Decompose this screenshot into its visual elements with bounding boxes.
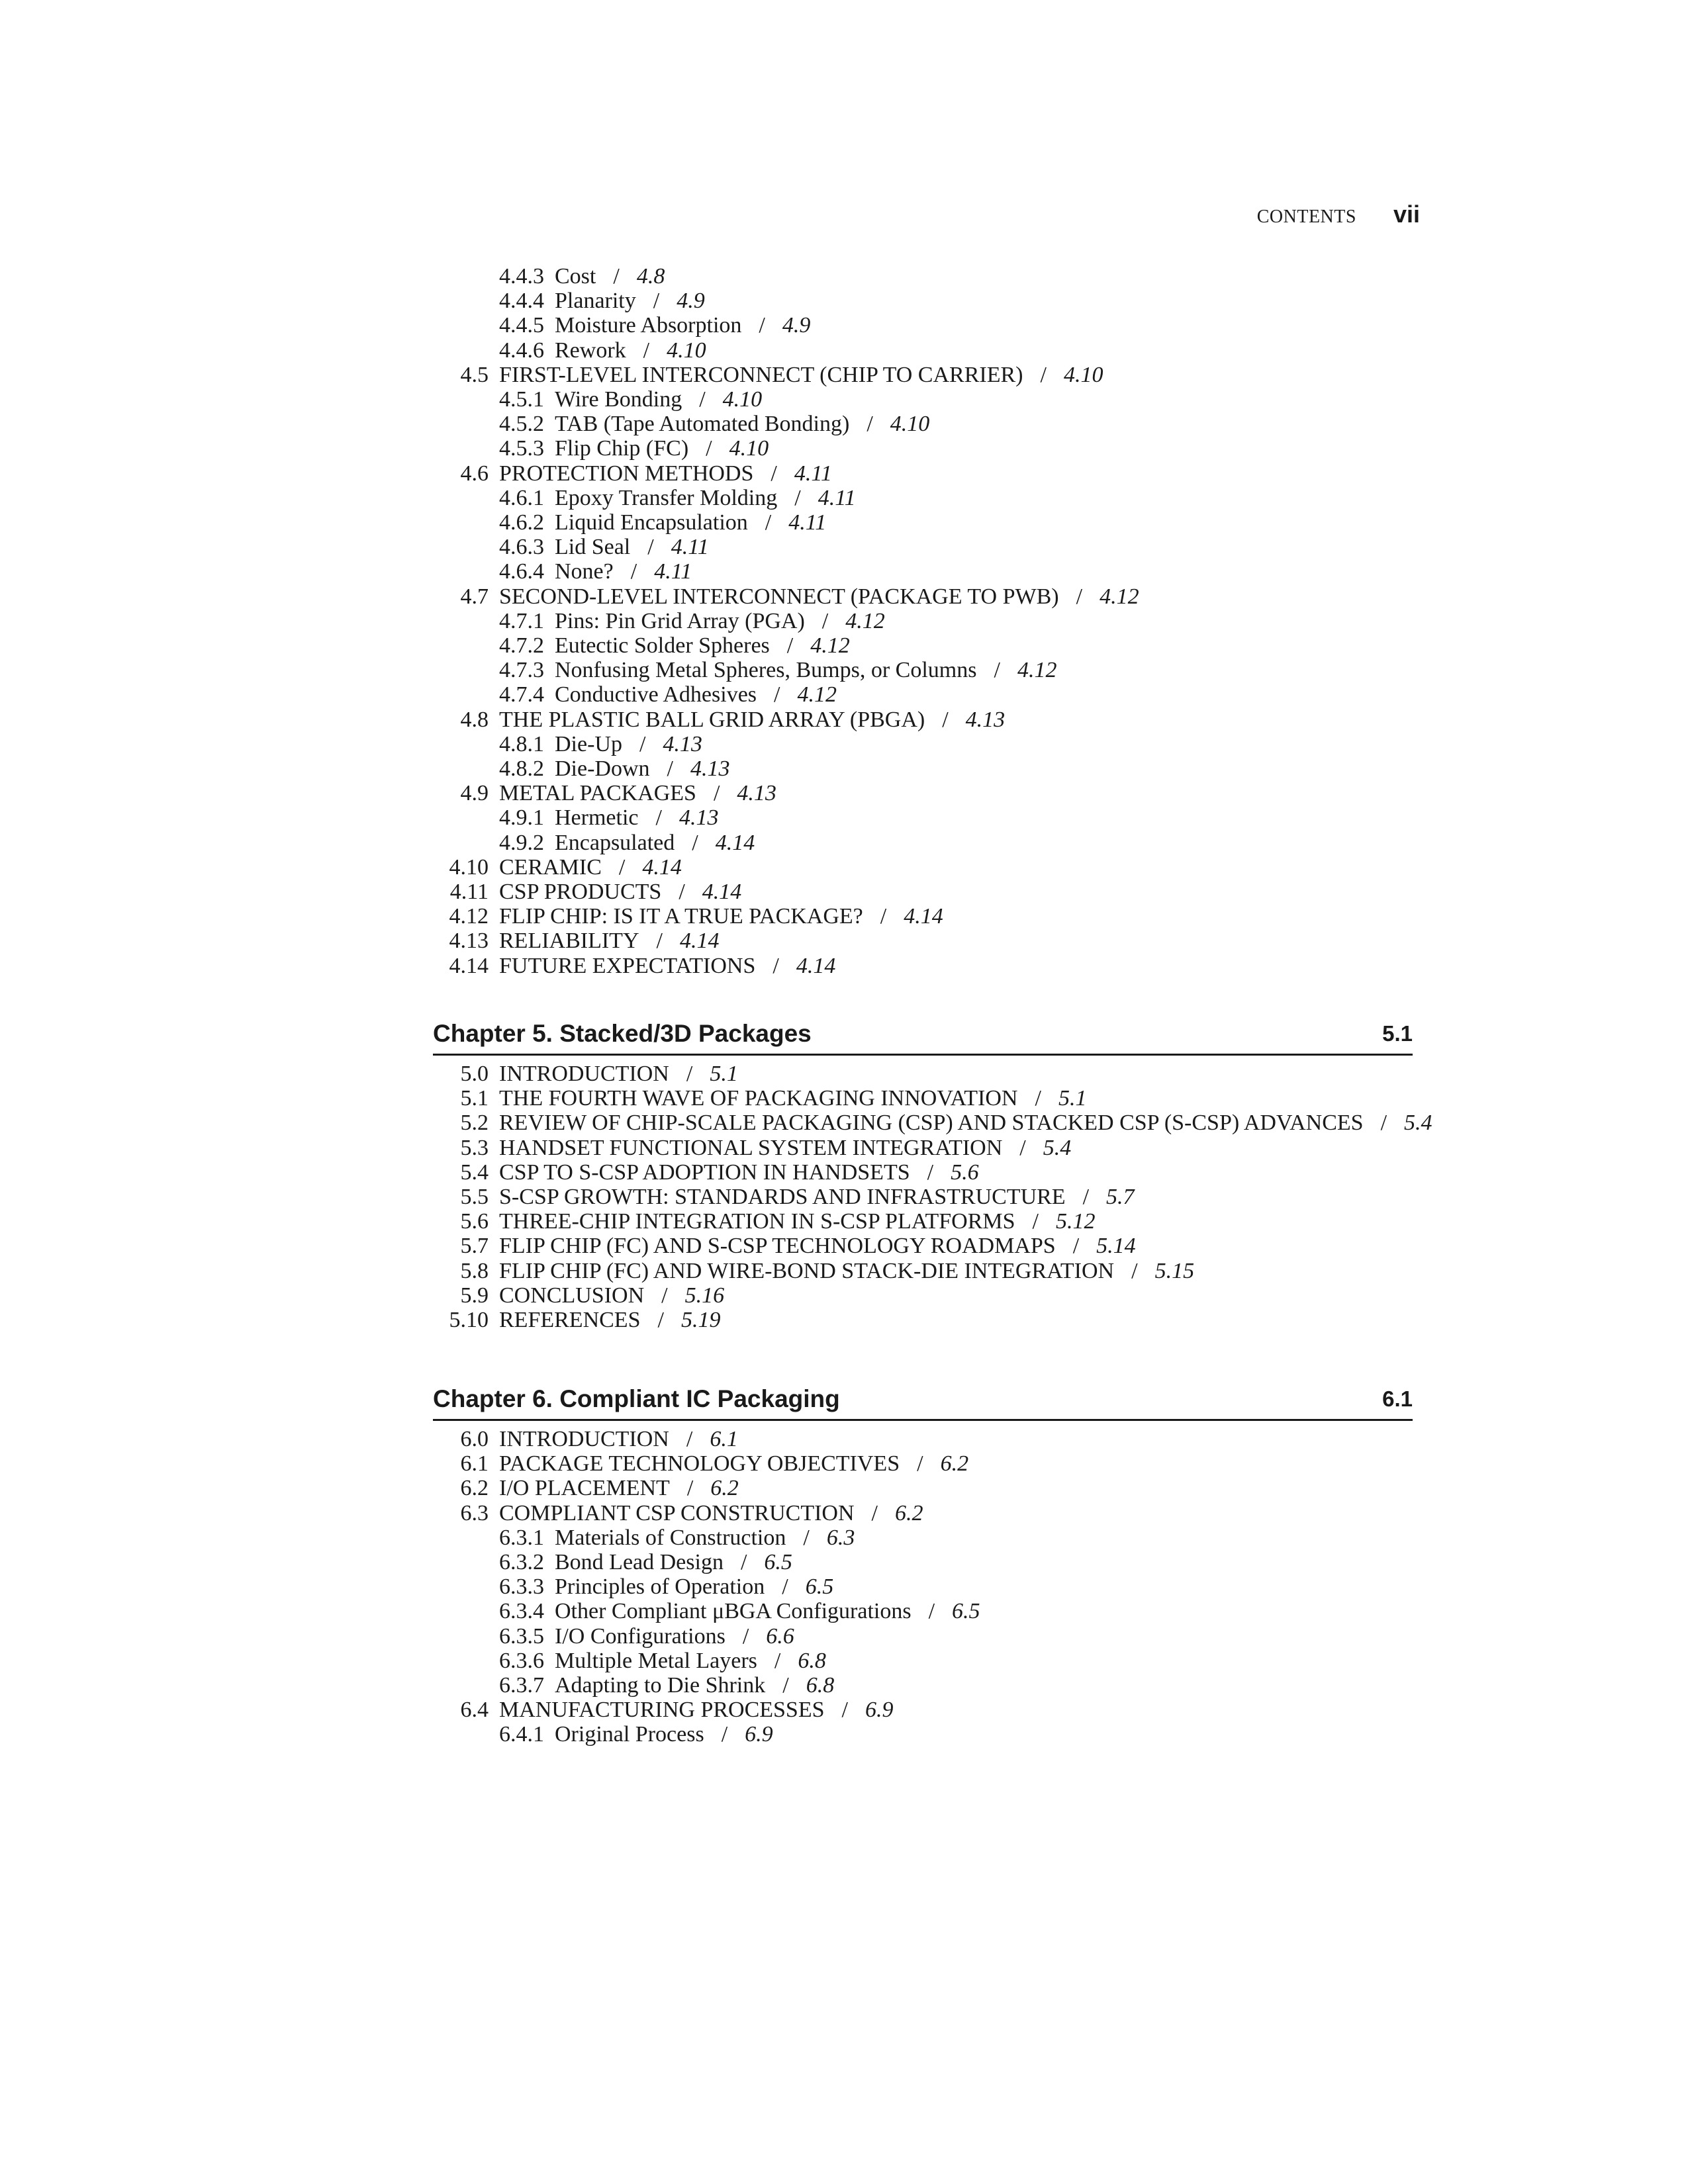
toc-separator: / — [927, 1160, 934, 1185]
toc-entry[interactable] — [424, 461, 832, 487]
toc-entry[interactable] — [424, 953, 835, 979]
toc-entry-title: PROTECTION METHODS — [499, 461, 754, 486]
toc-separator: / — [647, 535, 654, 559]
toc-entry-page: 5.15 — [1154, 1259, 1195, 1283]
toc-entry[interactable] — [424, 1475, 739, 1502]
toc-entry-title: Principles of Operation — [555, 1574, 765, 1599]
toc-separator: / — [867, 412, 873, 436]
toc-separator: / — [1076, 584, 1083, 609]
toc-entry-title: Die-Down — [555, 756, 650, 781]
toc-entry[interactable] — [424, 1258, 1194, 1285]
toc-separator: / — [656, 929, 663, 953]
toc-entry-number: 4.6.4 — [499, 559, 544, 584]
toc-entry-title: CONCLUSION — [499, 1283, 645, 1308]
toc-separator: / — [803, 1525, 810, 1550]
toc-entry-number: 6.0 — [460, 1427, 489, 1451]
toc-entry-title: FIRST-LEVEL INTERCONNECT (CHIP TO CARRIER) — [499, 363, 1023, 387]
toc-entry-page: 4.13 — [679, 805, 719, 830]
toc-entry[interactable] — [424, 1208, 1096, 1235]
toc-entry-page: 4.10 — [1063, 363, 1103, 387]
toc-entry-page: 6.1 — [710, 1427, 738, 1451]
toc-entry[interactable] — [490, 805, 718, 831]
toc-entry-number: 5.2 — [460, 1111, 489, 1135]
toc-entry-number: 6.3.3 — [499, 1574, 544, 1599]
toc-entry[interactable] — [490, 387, 762, 413]
running-header — [1251, 201, 1420, 234]
toc-entry-page: 4.12 — [845, 609, 885, 633]
toc-entry-page: 6.2 — [710, 1476, 739, 1500]
toc-entry-number: 5.8 — [460, 1259, 489, 1283]
toc-entry-number: 4.4.3 — [499, 264, 544, 289]
toc-entry[interactable] — [424, 1500, 923, 1527]
toc-entry[interactable] — [424, 879, 741, 905]
chapter-heading[interactable] — [433, 1019, 1413, 1056]
toc-entry-number: 4.9.1 — [499, 805, 544, 830]
toc-entry-number: 5.5 — [460, 1185, 489, 1209]
toc-entry-page: 6.5 — [764, 1550, 792, 1574]
toc-entry-title: THE PLASTIC BALL GRID ARRAY (PBGA) — [499, 707, 925, 732]
toc-entry-page: 4.10 — [890, 412, 930, 436]
toc-separator: / — [765, 510, 772, 535]
toc-entry-page: 5.16 — [684, 1283, 725, 1308]
toc-entry-number: 4.7.4 — [499, 682, 544, 707]
toc-entry-number: 4.7.2 — [499, 633, 544, 658]
toc-entry-page: 4.14 — [642, 855, 682, 880]
toc-entry-page: 5.1 — [1058, 1086, 1087, 1111]
toc-entry-number: 6.3.5 — [499, 1624, 544, 1649]
toc-entry[interactable] — [490, 633, 850, 659]
toc-entry[interactable] — [424, 1160, 979, 1186]
toc-entry[interactable] — [424, 1085, 1086, 1112]
toc-separator: / — [653, 289, 660, 313]
toc-separator: / — [1131, 1259, 1138, 1283]
toc-entry-page: 6.9 — [865, 1698, 894, 1722]
chapter-page-number: 5.1 — [1382, 1021, 1413, 1046]
toc-separator: / — [759, 313, 765, 338]
toc-entry-page: 6.6 — [766, 1624, 794, 1649]
toc-entry-page: 4.11 — [788, 510, 827, 535]
toc-entry-title: Materials of Construction — [555, 1525, 786, 1550]
toc-separator: / — [1019, 1136, 1026, 1160]
toc-entry-page: 4.12 — [810, 633, 850, 658]
toc-entry-page: 5.12 — [1056, 1209, 1096, 1234]
toc-entry-title: Liquid Encapsulation — [555, 510, 748, 535]
page-number: vii — [1393, 201, 1420, 228]
toc-entry-number: 4.14 — [449, 954, 489, 978]
toc-entry-title: THE FOURTH WAVE OF PACKAGING INNOVATION — [499, 1086, 1018, 1111]
toc-entry-page: 6.5 — [805, 1574, 834, 1599]
running-header-label: CONTENTS — [1256, 206, 1356, 227]
toc-entry[interactable] — [424, 928, 719, 954]
toc-entry-title: REFERENCES — [499, 1308, 641, 1332]
toc-entry[interactable] — [490, 288, 705, 314]
toc-entry-number: 4.11 — [449, 880, 489, 904]
toc-separator: / — [630, 559, 637, 584]
toc-entry-title: CSP TO S-CSP ADOPTION IN HANDSETS — [499, 1160, 910, 1185]
toc-entry-title: SECOND-LEVEL INTERCONNECT (PACKAGE TO PWB) — [499, 584, 1059, 609]
toc-separator: / — [661, 1283, 668, 1308]
toc-entry[interactable] — [424, 1283, 724, 1309]
toc-entry-title: Epoxy Transfer Molding — [555, 486, 778, 510]
toc-separator: / — [928, 1599, 935, 1623]
toc-entry-number: 6.3.1 — [499, 1525, 544, 1550]
toc-entry-page: 4.13 — [663, 732, 702, 756]
toc-entry-title: INTRODUCTION — [499, 1427, 669, 1451]
toc-separator: / — [667, 756, 673, 781]
toc-entry-page: 4.14 — [715, 831, 755, 855]
toc-separator: / — [686, 1062, 693, 1086]
toc-entry-number: 5.0 — [460, 1062, 489, 1086]
toc-entry[interactable] — [424, 1233, 1136, 1259]
toc-entry-title: HANDSET FUNCTIONAL SYSTEM INTEGRATION — [499, 1136, 1003, 1160]
toc-entry-page: 4.10 — [729, 436, 769, 461]
toc-entry[interactable] — [490, 411, 929, 437]
toc-entry-title: I/O PLACEMENT — [499, 1476, 670, 1500]
toc-entry[interactable] — [490, 756, 729, 782]
toc-entry-number: 4.4.4 — [499, 289, 544, 313]
toc-entry-number: 4.4.6 — [499, 338, 544, 363]
toc-entry[interactable] — [490, 1648, 826, 1674]
toc-entry-number: 6.1 — [460, 1451, 489, 1476]
toc-entry[interactable] — [490, 1574, 833, 1600]
toc-entry[interactable] — [490, 510, 826, 536]
toc-entry-title: PACKAGE TECHNOLOGY OBJECTIVES — [499, 1451, 900, 1476]
toc-separator: / — [917, 1451, 923, 1476]
toc-entry[interactable] — [490, 1721, 773, 1748]
toc-separator: / — [782, 1673, 789, 1698]
toc-entry[interactable] — [490, 534, 709, 561]
toc-entry-title: Conductive Adhesives — [555, 682, 757, 707]
toc-entry-number: 5.3 — [460, 1136, 489, 1160]
toc-entry-page: 6.3 — [826, 1525, 855, 1550]
toc-entry-page: 4.12 — [1017, 658, 1057, 682]
toc-entry-page: 6.2 — [940, 1451, 969, 1476]
toc-entry-number: 4.7.3 — [499, 658, 544, 682]
toc-entry-page: 4.11 — [654, 559, 692, 584]
toc-separator: / — [1040, 363, 1047, 387]
toc-entry-title: None? — [555, 559, 614, 584]
toc-separator: / — [1072, 1234, 1080, 1258]
toc-entry[interactable] — [490, 608, 885, 635]
chapter-title: Chapter 6. Compliant IC Packaging — [433, 1385, 840, 1412]
chapter-page-number: 6.1 — [1382, 1387, 1413, 1411]
toc-entry-number: 6.3.6 — [499, 1649, 544, 1673]
toc-entry[interactable] — [490, 435, 769, 462]
toc-entry-title: FLIP CHIP (FC) AND S-CSP TECHNOLOGY ROADMAPS — [499, 1234, 1056, 1258]
toc-entry-title: Adapting to Die Shrink — [555, 1673, 766, 1698]
toc-entry-page: 4.9 — [782, 313, 811, 338]
toc-entry-page: 6.5 — [952, 1599, 980, 1623]
toc-entry-page: 4.11 — [818, 486, 856, 510]
toc-entry-title: FLIP CHIP: IS IT A TRUE PACKAGE? — [499, 904, 863, 929]
toc-entry-number: 4.9.2 — [499, 831, 544, 855]
toc-entry-page: 5.19 — [680, 1308, 721, 1332]
toc-entry[interactable] — [424, 1307, 720, 1334]
toc-entry-page: 5.14 — [1096, 1234, 1136, 1258]
toc-entry-number: 4.6.1 — [499, 486, 544, 510]
toc-entry-title: Other Compliant μBGA Configurations — [555, 1599, 912, 1623]
toc-entry-title: THREE-CHIP INTEGRATION IN S-CSP PLATFORMS — [499, 1209, 1015, 1234]
toc-entry[interactable] — [490, 485, 856, 512]
toc-entry-title: Cost — [555, 264, 596, 289]
toc-entry[interactable] — [490, 338, 706, 364]
toc-separator: / — [643, 338, 650, 363]
toc-entry-number: 4.9 — [460, 781, 489, 805]
toc-separator: / — [721, 1722, 728, 1747]
toc-entry-title: FLIP CHIP (FC) AND WIRE-BOND STACK-DIE INTEGRATION — [499, 1259, 1115, 1283]
toc-separator: / — [679, 880, 685, 904]
toc-entry[interactable] — [490, 731, 702, 758]
toc-separator: / — [713, 781, 720, 805]
toc-separator: / — [686, 1427, 693, 1451]
toc-entry[interactable] — [424, 362, 1103, 388]
toc-entry[interactable] — [424, 1110, 1432, 1136]
toc-entry-number: 4.7.1 — [499, 609, 544, 633]
toc-separator: / — [942, 707, 949, 732]
toc-entry-title: I/O Configurations — [555, 1624, 726, 1649]
toc-entry-title: Pins: Pin Grid Array (PGA) — [555, 609, 805, 633]
toc-entry-title: Original Process — [555, 1722, 704, 1747]
toc-entry-title: Wire Bonding — [555, 387, 682, 412]
toc-separator: / — [699, 387, 706, 412]
toc-entry-number: 4.7 — [460, 584, 489, 609]
toc-entry-number: 4.8.1 — [499, 732, 544, 756]
toc-separator: / — [880, 904, 887, 929]
toc-separator: / — [771, 461, 777, 486]
toc-separator: / — [613, 264, 620, 289]
toc-separator: / — [794, 486, 801, 510]
toc-entry-page: 4.9 — [677, 289, 705, 313]
toc-entry-number: 4.8 — [460, 707, 489, 732]
toc-separator: / — [740, 1550, 747, 1574]
toc-entry-page: 4.14 — [796, 954, 836, 978]
toc-entry-page: 4.8 — [636, 264, 665, 289]
toc-entry-page: 4.10 — [667, 338, 706, 363]
toc-entry-page: 4.11 — [794, 461, 832, 486]
toc-entry-title: Eutectic Solder Spheres — [555, 633, 770, 658]
toc-entry-title: Planarity — [555, 289, 636, 313]
chapter-title: Chapter 5. Stacked/3D Packages — [433, 1020, 812, 1047]
toc-entry-page: 4.14 — [904, 904, 943, 929]
toc-entry-number: 6.4 — [460, 1698, 489, 1722]
toc-separator: / — [1032, 1209, 1039, 1234]
toc-entry-title: COMPLIANT CSP CONSTRUCTION — [499, 1501, 855, 1525]
toc-separator: / — [821, 609, 829, 633]
toc-entry-title: METAL PACKAGES — [499, 781, 696, 805]
toc-separator: / — [994, 658, 1000, 682]
toc-entry-page: 6.8 — [806, 1673, 835, 1698]
toc-separator: / — [841, 1698, 848, 1722]
toc-entry-number: 6.3.2 — [499, 1550, 544, 1574]
toc-entry[interactable] — [424, 1451, 968, 1477]
toc-entry-title: Rework — [555, 338, 626, 363]
toc-entry[interactable] — [490, 682, 837, 708]
toc-entry-number: 4.5.2 — [499, 412, 544, 436]
toc-entry-number: 4.12 — [449, 904, 489, 929]
toc-entry[interactable] — [490, 1672, 834, 1699]
toc-separator: / — [773, 954, 779, 978]
toc-entry[interactable] — [424, 1061, 738, 1087]
toc-entry-page: 5.4 — [1043, 1136, 1072, 1160]
toc-entry-number: 5.10 — [449, 1308, 489, 1332]
toc-entry[interactable] — [424, 584, 1139, 610]
toc-entry-number: 5.1 — [460, 1086, 489, 1111]
toc-entry-title: MANUFACTURING PROCESSES — [499, 1698, 825, 1722]
toc-entry-number: 4.6.3 — [499, 535, 544, 559]
toc-entry-title: FUTURE EXPECTATIONS — [499, 954, 756, 978]
toc-entry-number: 5.4 — [460, 1160, 489, 1185]
toc-entry[interactable] — [424, 780, 776, 807]
toc-entry-number: 6.3 — [460, 1501, 489, 1525]
toc-entry-page: 4.13 — [965, 707, 1006, 732]
toc-entry[interactable] — [490, 657, 1056, 684]
toc-entry-page: 4.12 — [1100, 584, 1139, 609]
toc-entry-number: 4.6.2 — [499, 510, 544, 535]
toc-entry-number: 4.8.2 — [499, 756, 544, 781]
toc-entry-page: 6.8 — [798, 1649, 826, 1673]
toc-entry-title: RELIABILITY — [499, 929, 639, 953]
toc-entry-number: 4.10 — [449, 855, 489, 880]
toc-entry[interactable] — [490, 1623, 794, 1650]
toc-separator: / — [742, 1624, 749, 1649]
toc-entry-number: 6.3.4 — [499, 1599, 544, 1623]
toc-entry-page: 5.6 — [951, 1160, 979, 1185]
toc-separator: / — [1380, 1111, 1387, 1135]
toc-entry-page: 4.12 — [797, 682, 837, 707]
toc-entry-page: 4.14 — [679, 929, 720, 953]
toc-entry-page: 5.1 — [710, 1062, 738, 1086]
toc-entry-title: Hermetic — [555, 805, 639, 830]
toc-entry-number: 4.5.3 — [499, 436, 544, 461]
toc-entry-page: 4.14 — [702, 880, 742, 904]
toc-entry[interactable] — [424, 707, 1005, 733]
toc-entry[interactable] — [424, 1135, 1071, 1161]
toc-entry-number: 5.7 — [460, 1234, 489, 1258]
toc-entry-title: REVIEW OF CHIP-SCALE PACKAGING (CSP) AND STACKED CSP (S-CSP) ADVANCES — [499, 1111, 1364, 1135]
toc-separator: / — [655, 805, 662, 830]
toc-entry-number: 5.9 — [460, 1283, 489, 1308]
toc-entry[interactable] — [490, 559, 692, 585]
toc-separator: / — [786, 633, 794, 658]
toc-separator: / — [657, 1308, 664, 1332]
toc-entry-title: S-CSP GROWTH: STANDARDS AND INFRASTRUCTURE — [499, 1185, 1066, 1209]
toc-entry-title: Flip Chip (FC) — [555, 436, 689, 461]
toc-entry-title: CERAMIC — [499, 855, 602, 880]
toc-entry-title: Multiple Metal Layers — [555, 1649, 757, 1673]
toc-entry-number: 6.4.1 — [499, 1722, 544, 1747]
toc-entry[interactable] — [490, 1525, 855, 1551]
toc-entry-title: CSP PRODUCTS — [499, 880, 662, 904]
toc-entry[interactable] — [490, 312, 810, 339]
toc-entry[interactable] — [490, 830, 755, 856]
toc-entry-number: 6.3.7 — [499, 1673, 544, 1698]
toc-entry-title: INTRODUCTION — [499, 1062, 669, 1086]
toc-entry-number: 4.5.1 — [499, 387, 544, 412]
toc-separator: / — [692, 831, 698, 855]
toc-separator: / — [686, 1476, 694, 1500]
toc-entry-page: 5.7 — [1106, 1185, 1135, 1209]
toc-entry-number: 6.2 — [460, 1476, 489, 1500]
toc-separator: / — [774, 1649, 781, 1673]
toc-entry-title: Die-Up — [555, 732, 622, 756]
toc-entry-title: Moisture Absorption — [555, 313, 742, 338]
toc-entry[interactable] — [490, 1598, 980, 1625]
toc-entry[interactable] — [424, 903, 943, 930]
toc-entry[interactable] — [490, 263, 665, 290]
toc-entry[interactable] — [424, 854, 682, 881]
toc-separator: / — [871, 1501, 878, 1525]
toc-entry[interactable] — [424, 1184, 1135, 1210]
toc-separator: / — [618, 855, 626, 880]
toc-separator: / — [782, 1574, 788, 1599]
toc-entry-page: 5.4 — [1404, 1111, 1432, 1135]
toc-entry[interactable] — [424, 1697, 893, 1723]
toc-entry-title: TAB (Tape Automated Bonding) — [555, 412, 850, 436]
toc-entry-number: 4.13 — [449, 929, 489, 953]
toc-entry-page: 4.10 — [722, 387, 763, 412]
toc-entry-page: 6.9 — [745, 1722, 773, 1747]
toc-separator: / — [706, 436, 712, 461]
toc-entry-title: Encapsulated — [555, 831, 675, 855]
toc-entry-page: 4.13 — [690, 756, 730, 781]
toc-entry[interactable] — [424, 1426, 738, 1453]
chapter-heading[interactable] — [433, 1385, 1413, 1421]
toc-entry-page: 4.13 — [737, 781, 776, 805]
toc-entry-page: 4.11 — [671, 535, 709, 559]
toc-entry-title: Nonfusing Metal Spheres, Bumps, or Columns — [555, 658, 977, 682]
toc-entry-page: 6.2 — [894, 1501, 923, 1525]
toc-entry-number: 5.6 — [460, 1209, 489, 1234]
toc-separator: / — [1082, 1185, 1090, 1209]
toc-entry-title: Lid Seal — [555, 535, 631, 559]
toc-entry-number: 4.6 — [460, 461, 489, 486]
toc-separator: / — [774, 682, 780, 707]
toc-entry[interactable] — [490, 1549, 792, 1576]
toc-entry-number: 4.5 — [460, 363, 489, 387]
toc-entry-title: Bond Lead Design — [555, 1550, 724, 1574]
toc-entry-number: 4.4.5 — [499, 313, 544, 338]
toc-separator: / — [639, 732, 646, 756]
toc-separator: / — [1035, 1086, 1041, 1111]
